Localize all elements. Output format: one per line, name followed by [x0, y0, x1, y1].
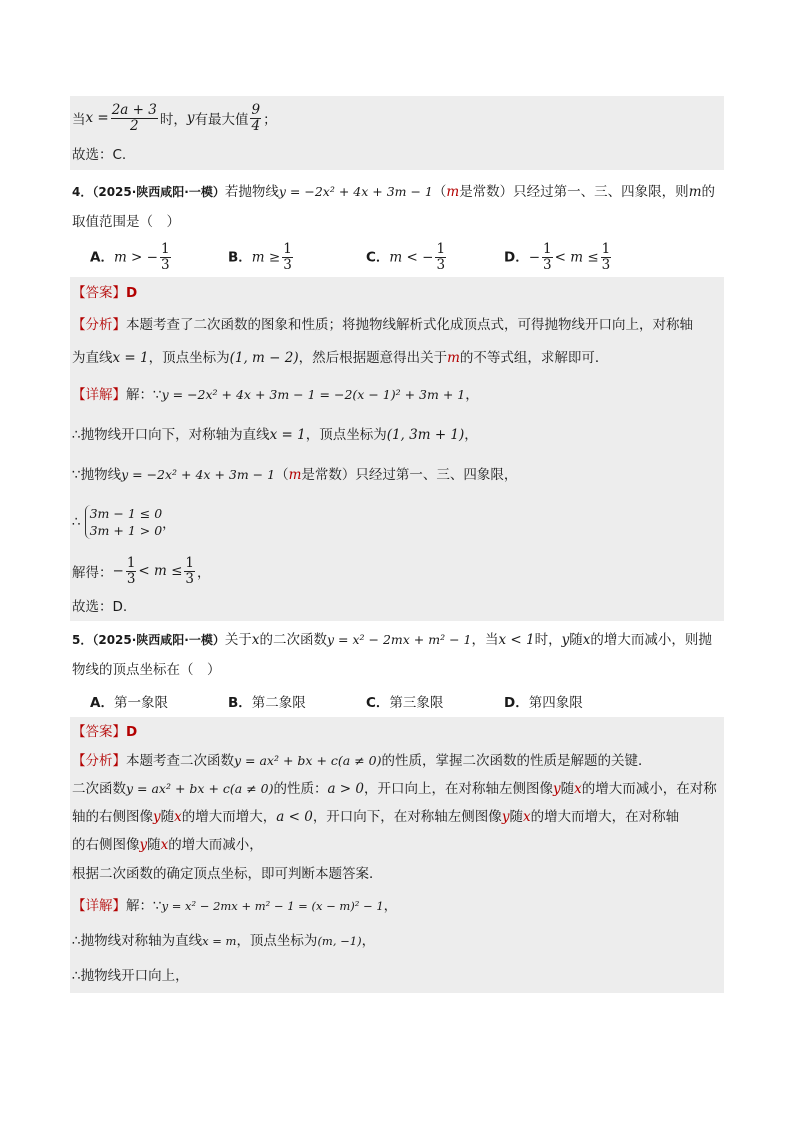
- q5-analysis-line5: [70, 859, 724, 889]
- q5-detail-line1: [70, 889, 724, 923]
- q5-analysis-line3: [70, 803, 724, 831]
- text: 随: [160, 809, 175, 825]
- q4-solve-line: [70, 549, 724, 593]
- math: −: [528, 249, 541, 265]
- text: 时，: [534, 632, 562, 648]
- text: ∴抛物线对称轴为直线: [72, 933, 203, 949]
- option-letter: A．: [90, 695, 114, 711]
- math: < m ≤: [554, 249, 599, 265]
- fraction: [601, 242, 612, 273]
- option-text: 第四象限: [528, 695, 583, 711]
- fraction: [160, 242, 171, 273]
- text: ，开口向下，在对称轴左侧图像: [312, 809, 502, 825]
- text: ，开口向上，在对称轴左侧图像: [364, 781, 554, 797]
- math-red: x: [174, 809, 182, 825]
- math: y = −2x² + 4x + 3m − 1: [121, 467, 276, 482]
- text: 随: [569, 632, 583, 648]
- math: x = 1: [269, 427, 306, 443]
- text: ；: [263, 112, 277, 128]
- math: a > 0: [327, 781, 365, 797]
- text: （: [275, 467, 289, 483]
- text: 随: [509, 809, 523, 825]
- math: m ≥: [251, 249, 281, 265]
- denominator: 3: [543, 256, 552, 273]
- option-letter: C．: [366, 249, 390, 265]
- math-red: y: [501, 809, 510, 825]
- math: y = −2x² + 4x + 3m − 1 = −2(x − 1)² + 3m + 1: [161, 387, 466, 402]
- text: 本题考查二次函数: [126, 753, 234, 769]
- option-c: [346, 691, 484, 711]
- text: ，: [197, 565, 211, 581]
- q5-analysis-line2: [70, 775, 724, 803]
- q5-stem-line2: [70, 655, 724, 685]
- q5-analysis-line4: [70, 831, 724, 859]
- fraction: [282, 242, 293, 273]
- math: x: [582, 632, 591, 648]
- option-letter: B．: [228, 695, 252, 711]
- math: x =: [85, 110, 109, 126]
- question-number: 4．（2025·陕西咸阳·一模）: [72, 185, 225, 199]
- fraction: [435, 242, 446, 273]
- denominator: 3: [601, 256, 611, 273]
- answer-value: D: [126, 285, 138, 301]
- brace-system: [85, 505, 163, 539]
- text: ，然后根据题意得出关于: [298, 350, 448, 366]
- text: ，: [464, 427, 478, 443]
- inequality-2: 3m + 1 > 0: [89, 523, 163, 538]
- text: 随: [560, 781, 575, 797]
- fraction: [542, 242, 553, 273]
- option-letter: C．: [366, 695, 390, 711]
- text: ，: [465, 387, 479, 403]
- denominator: 3: [436, 256, 446, 273]
- fraction: [250, 103, 261, 134]
- analysis-tag: 【分析】: [72, 317, 126, 333]
- text: ∴: [72, 514, 81, 530]
- text: 根据二次函数的确定顶点坐标，即可判断本题答案．: [72, 866, 383, 882]
- text: 解得：: [72, 565, 113, 581]
- math: x = 1: [112, 350, 149, 366]
- math: y = −2x² + 4x + 3m − 1: [278, 184, 433, 199]
- answer-value: D: [126, 724, 138, 740]
- option-letter: D．: [504, 695, 529, 711]
- text: 的增大而减小，: [168, 837, 263, 853]
- text: 随: [147, 837, 161, 853]
- option-text: 第一象限: [113, 695, 168, 711]
- q4-options: [70, 237, 724, 277]
- q3-solution-block: [70, 96, 724, 170]
- option-a: [70, 691, 208, 711]
- fraction: [126, 556, 137, 587]
- q4-detail-line2: [70, 415, 724, 455]
- text: 时，: [159, 112, 187, 128]
- option-a: [70, 242, 208, 273]
- math: x: [251, 632, 260, 648]
- q4-detail-line3: [70, 455, 724, 495]
- math: y = x² − 2mx + m² − 1 = (x − m)² − 1: [161, 899, 384, 913]
- numerator: 1: [436, 240, 446, 257]
- document-page: [70, 96, 724, 993]
- analysis-tag: 【分析】: [72, 753, 126, 769]
- q5-options: [70, 685, 724, 717]
- text: 二次函数: [72, 781, 126, 797]
- numerator: 1: [601, 240, 611, 257]
- denominator: 3: [126, 570, 136, 587]
- text: 的增大而减小，则抛: [590, 632, 712, 648]
- text: 有最大值: [194, 112, 249, 128]
- question-number: 5．（2025·陕西咸阳·一模）: [72, 633, 225, 647]
- answer-tag: 【答案】: [72, 285, 126, 301]
- math-red: x: [574, 781, 582, 797]
- numerator: 1: [185, 554, 195, 571]
- fraction: [111, 103, 158, 134]
- q4-choice: [70, 593, 724, 621]
- text: （: [432, 184, 447, 200]
- text: ，当: [471, 632, 499, 648]
- math-red: y: [553, 781, 561, 797]
- text: ，: [162, 516, 176, 532]
- option-b: [208, 691, 346, 711]
- option-d: [484, 242, 624, 273]
- math: m > −: [113, 249, 158, 265]
- fraction: [184, 556, 195, 587]
- text: 的增大而增大，: [181, 809, 277, 825]
- denominator: 3: [283, 256, 292, 273]
- q5-detail-line2: [70, 923, 724, 959]
- text: ，顶点坐标为: [305, 427, 387, 443]
- q3-max-line: [70, 96, 724, 140]
- text: 为直线: [72, 350, 113, 366]
- math: y = ax² + bx + c(a ≠ 0): [126, 781, 274, 796]
- math: (1, 3m + 1): [386, 427, 465, 443]
- q5-analysis-line1: [70, 747, 724, 775]
- text: 当: [72, 112, 86, 128]
- math: x = m: [202, 934, 237, 948]
- text: 是常数）只经过第一、三、四象限，则: [459, 184, 689, 200]
- denominator: 2: [129, 117, 139, 134]
- text: 本题考查了二次函数的图象和性质；将抛物线解析式化成顶点式，可得抛物线开口向上，对称轴: [126, 317, 693, 333]
- text: 轴的右侧图像: [72, 809, 153, 825]
- math: y: [561, 632, 570, 648]
- text: 的不等式组，求解即可．: [459, 350, 609, 366]
- detail-tag: 【详解】: [72, 898, 126, 914]
- choice-text: 故选：C.: [72, 147, 127, 163]
- math: m: [688, 184, 702, 200]
- q3-choice: [70, 140, 724, 170]
- text: ，顶点坐标为: [148, 350, 230, 366]
- text: 取值范围是（ ）: [72, 214, 180, 230]
- numerator: 9: [251, 101, 261, 118]
- option-c: [346, 242, 484, 273]
- denominator: 3: [185, 570, 195, 587]
- text: 若抛物线: [224, 184, 279, 200]
- numerator: 1: [126, 554, 136, 571]
- denominator: 4: [251, 117, 261, 134]
- math-red: y: [153, 809, 161, 825]
- math: < m ≤: [138, 563, 183, 579]
- text: 是常数）只经过第一、三、四象限，: [301, 467, 518, 483]
- q4-stem-line2: [70, 207, 724, 237]
- text: 解：∵: [126, 898, 162, 914]
- text: 的性质，掌握二次函数的性质是解题的关键．: [381, 753, 652, 769]
- inequality-1: 3m − 1 ≤ 0: [89, 506, 163, 521]
- text: ∴抛物线开口向下，对称轴为直线: [72, 427, 270, 443]
- denominator: 3: [160, 256, 170, 273]
- q4-analysis-line1: [70, 309, 724, 341]
- math-red: y: [139, 837, 148, 853]
- math: a < 0: [276, 809, 313, 825]
- math-red: m: [446, 184, 460, 200]
- option-letter: A．: [90, 249, 114, 265]
- math: (1, m − 2): [229, 350, 299, 366]
- text: ∴抛物线开口向上，: [72, 968, 189, 984]
- math-red: x: [160, 837, 169, 853]
- option-b: [208, 242, 346, 273]
- option-d: [484, 691, 624, 711]
- math: x < 1: [498, 632, 535, 648]
- q4-inequality-system: [70, 495, 724, 549]
- q5-solution-block: [70, 717, 724, 993]
- q5-stem-line1: [70, 625, 724, 655]
- q5-detail-line3: [70, 959, 724, 993]
- option-text: 第三象限: [389, 695, 444, 711]
- math-red: m: [447, 350, 460, 366]
- numerator: 1: [283, 240, 292, 257]
- numerator: 2a + 3: [111, 101, 157, 118]
- text: 物线的顶点坐标在（ ）: [72, 662, 221, 678]
- text: 关于: [224, 632, 252, 648]
- q4-detail-line1: [70, 375, 724, 415]
- text: ，顶点坐标为: [236, 933, 318, 949]
- text: 的增大而减小，在对称: [581, 781, 717, 797]
- q4-stem-line1: [70, 177, 724, 207]
- text: ，: [361, 933, 376, 949]
- option-letter: B．: [228, 249, 252, 265]
- text: 解：∵: [126, 387, 162, 403]
- option-text: 第二象限: [251, 695, 306, 711]
- math: y = ax² + bx + c(a ≠ 0): [234, 753, 382, 768]
- math: m < −: [389, 249, 434, 265]
- q4-analysis-line2: [70, 341, 724, 375]
- text: 的性质：: [273, 781, 328, 797]
- math: (m, −1): [317, 934, 362, 948]
- math: y: [186, 110, 195, 126]
- answer-tag: 【答案】: [72, 724, 126, 740]
- text: ∵抛物线: [72, 467, 122, 483]
- math-red: x: [522, 809, 531, 825]
- math: y = x² − 2mx + m² − 1: [327, 632, 472, 647]
- numerator: 1: [160, 240, 170, 257]
- math-red: m: [288, 467, 302, 483]
- q4-answer: [70, 277, 724, 309]
- q5-answer: [70, 717, 724, 747]
- text: 的: [701, 184, 715, 200]
- option-letter: D．: [504, 249, 529, 265]
- detail-tag: 【详解】: [72, 387, 126, 403]
- q4-solution-block: [70, 277, 724, 621]
- choice-text: 故选：D.: [72, 599, 128, 615]
- text: 的右侧图像: [72, 837, 140, 853]
- text: 的增大而增大，在对称轴: [530, 809, 680, 825]
- math: −: [112, 563, 124, 579]
- text: ，: [383, 898, 398, 914]
- text: 的二次函数: [259, 632, 327, 648]
- numerator: 1: [543, 240, 552, 257]
